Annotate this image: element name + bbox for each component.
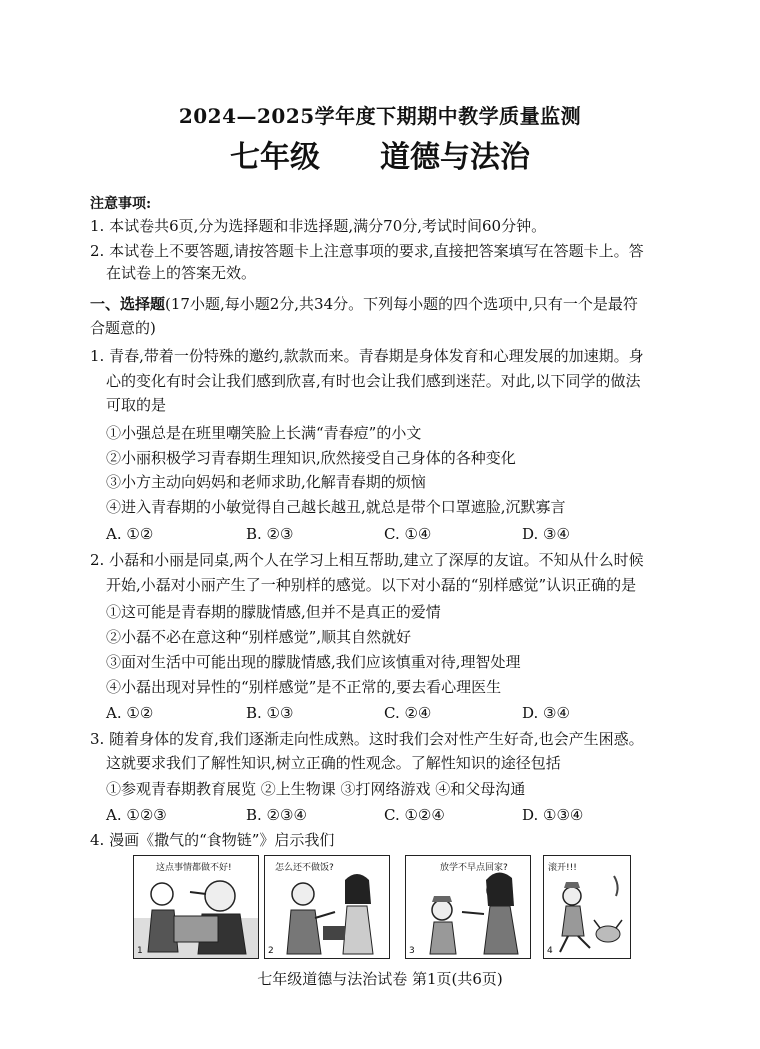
section-desc-cont: 合题意的) <box>90 319 156 337</box>
option-b: B. ①③ <box>246 704 294 722</box>
section-desc: (17小题,每小题2分,共34分。下列每小题的四个选项中,只有一个是最符 <box>165 295 638 313</box>
page-footer: 七年级道德与法治试卷 第1页(共6页) <box>257 970 503 988</box>
option-b: B. ②③ <box>246 525 294 543</box>
exam-title: 2024—2025学年度下期期中教学质量监测 <box>178 104 582 128</box>
statement: ①参观青春期教育展览 ②上生物课 ③打网络游戏 ④和父母沟通 <box>106 780 526 798</box>
panel-number: 4 <box>547 946 553 956</box>
notice-item: 在试卷上的答案无效。 <box>106 264 257 282</box>
question-text: 开始,小磊对小丽产生了一种别样的感觉。以下对小磊的“别样感觉”认识正确的是 <box>106 576 637 594</box>
statement: ④小磊出现对异性的“别样感觉”是不正常的,要去看心理医生 <box>106 678 502 696</box>
statement: ③小方主动向妈妈和老师求助,化解青春期的烦恼 <box>106 473 426 491</box>
comic-panel <box>133 855 259 959</box>
statement: ①这可能是青春期的朦胧情感,但并不是真正的爱情 <box>106 603 441 621</box>
panel-number: 1 <box>137 946 143 956</box>
question-text: 这就要求我们了解性知识,树立正确的性观念。了解性知识的途径包括 <box>106 754 561 772</box>
option-a: A. ①②③ <box>106 806 167 824</box>
statement: ③面对生活中可能出现的朦胧情感,我们应该慎重对待,理智处理 <box>106 653 521 671</box>
question-text: 心的变化有时会让我们感到欣喜,有时也会让我们感到迷茫。对此,以下同学的做法 <box>106 372 641 390</box>
panel-number: 3 <box>409 946 415 956</box>
question-text: 2. 小磊和小丽是同桌,两个人在学习上相互帮助,建立了深厚的友谊。不知从什么时候 <box>90 551 644 569</box>
section-heading <box>90 294 638 314</box>
panel-number: 2 <box>268 946 274 956</box>
notice-item: 2. 本试卷上不要答题,请按答题卡上注意事项的要求,直接把答案填写在答题卡上。答 <box>90 242 644 260</box>
grade-label: 七年级 <box>230 140 320 175</box>
notice-heading: 注意事项: <box>90 196 152 212</box>
comic-strip <box>133 855 633 959</box>
option-a: A. ①② <box>106 525 154 543</box>
statement: ①小强总是在班里嘲笑脸上长满“青春痘”的小文 <box>106 424 422 442</box>
option-d: D. ③④ <box>522 704 570 722</box>
statement: ②小丽积极学习青春期生理知识,欣然接受自己身体的各种变化 <box>106 449 516 467</box>
speech-bubble: 放学不早点回家? <box>440 863 508 873</box>
option-d: D. ③④ <box>522 525 570 543</box>
question-text: 可取的是 <box>106 396 167 414</box>
option-a: A. ①② <box>106 704 154 722</box>
subject-label: 道德与法治 <box>380 140 530 175</box>
speech-bubble: 怎么还不做饭? <box>275 863 334 873</box>
speech-bubble: 滚开!!! <box>548 863 577 873</box>
option-c: C. ②④ <box>384 704 432 722</box>
question-text: 1. 青春,带着一份特殊的邀约,款款而来。青春期是身体发育和心理发展的加速期。身 <box>90 347 644 365</box>
comic-panel <box>405 855 531 959</box>
notice-item: 1. 本试卷共6页,分为选择题和非选择题,满分70分,考试时间60分钟。 <box>90 217 547 235</box>
comic-panel <box>543 855 631 959</box>
statement: ④进入青春期的小敏觉得自己越长越丑,就总是带个口罩遮脸,沉默寡言 <box>106 498 566 516</box>
option-c: C. ①②④ <box>384 806 445 824</box>
option-c: C. ①④ <box>384 525 432 543</box>
section-title: 一、选择题 <box>90 295 166 313</box>
option-d: D. ①③④ <box>522 806 584 824</box>
speech-bubble: 这点事情都做不好! <box>156 863 232 873</box>
statement: ②小磊不必在意这种“别样感觉”,顺其自然就好 <box>106 628 412 646</box>
question-text: 3. 随着身体的发育,我们逐渐走向性成熟。这时我们会对性产生好奇,也会产生困惑。 <box>90 730 644 748</box>
comic-panel <box>264 855 390 959</box>
question-text: 4. 漫画《撒气的“食物链”》启示我们 <box>90 831 335 849</box>
subject-title <box>0 132 760 176</box>
option-b: B. ②③④ <box>246 806 307 824</box>
